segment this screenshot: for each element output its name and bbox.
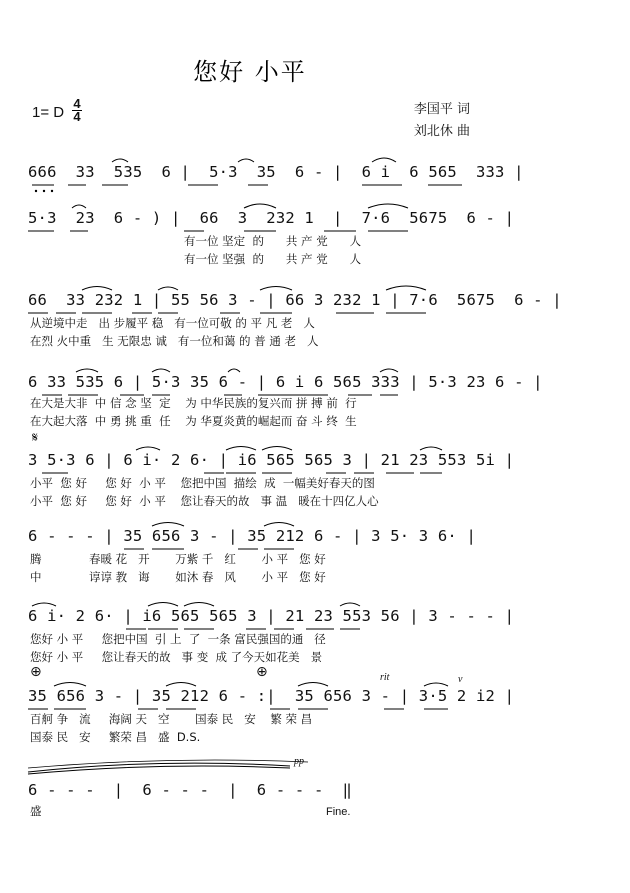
- lyric-verse-2: 在大起大落 中 勇 挑 重 任 为 华夏炎黄的崛起而 奋 斗 终 生: [30, 414, 357, 428]
- lyric-line: 盛: [30, 804, 42, 818]
- coda-sign-second: ⊕: [256, 664, 268, 680]
- song-title: 您好 小平: [193, 58, 307, 86]
- notes-line: 35 656 3 - | 35 212 6 - :| 35 656 3 - | 3·5 2 i2 |: [28, 687, 515, 705]
- lyric-verse-1: 您好 小 平 您把中国 引 上 了 一条 富民强国的通 径: [30, 632, 326, 646]
- composer-credit: 刘北休 曲: [413, 124, 470, 139]
- meter-top: 4: [73, 96, 81, 111]
- notes-line: 666 33 535 6 | 5·3 35 6 - | 6 i 6 565 333 |: [28, 163, 524, 181]
- notes-line: 5·3 23 6 - ) | 66 3 232 1 | 7·6 5675 6 - |: [28, 209, 515, 227]
- lyric-verse-2: 在烈 火中重 生 无限忠 诚 有一位和蔼 的 普 通 老 人: [30, 334, 319, 348]
- notes-line: 6 33 535 6 | 5·3 35 6 - | 6 i 6 565 333 | 5·3 23 6 - |: [28, 373, 543, 391]
- meter-bottom: 4: [73, 109, 81, 124]
- lyric-verse-2: 国泰 民 安 繁荣 昌 盛 D.S.: [30, 730, 201, 744]
- lyric-verse-2: 中 谆谆 教 诲 如沐 春 风 小 平 您 好: [30, 570, 326, 584]
- notes-line: 66 33 232 1 | 55 56 3 - | 66 3 232 1 | 7·6 5675 6 - |: [28, 291, 562, 309]
- lyric-verse-1: 百舸 争 流 海阔 天 空 国泰 民 安 繁 荣 昌: [30, 712, 313, 726]
- lyric-verse-1: 在大是大非 中 信 念 坚 定 为 中华民族的复兴而 拼 搏 前 行: [30, 396, 357, 410]
- lyric-verse-2: 小平 您 好 您 好 小 平 您让春天的故 事 温 暖在十四亿人心: [30, 494, 379, 508]
- lyricist-credit: 李国平 词: [413, 102, 470, 117]
- lyric-verse-2: 有一位 坚强 的 共 产 党 人: [184, 252, 362, 266]
- lyric-verse-1: 腾 春暖 花 开 万紫 千 红 小 平 您 好: [30, 552, 326, 566]
- pianissimo-mark: pp: [294, 756, 304, 767]
- ritardando-mark: rit: [380, 672, 390, 683]
- breath-mark: v: [458, 674, 463, 685]
- notes-line: 6 - - - | 6 - - - | 6 - - - ‖: [28, 781, 353, 799]
- notes-line: 3 5·3 6 | 6 i· 2 6· | i6 565 565 3 | 21 23 553 5i |: [28, 451, 515, 469]
- lyric-verse-1: 有一位 坚定 的 共 产 党 人: [184, 234, 362, 248]
- notes-line: 6 - - - | 35 656 3 - | 35 212 6 - | 3 5· 3 6· |: [28, 527, 476, 545]
- time-signature: [72, 98, 82, 123]
- lyric-verse-1: 小平 您 好 您 好 小 平 您把中国 描绘 成 一幅美好春天的图: [30, 476, 375, 490]
- coda-sign-start: ⊕: [30, 664, 42, 680]
- key-signature: 1= D: [32, 104, 65, 121]
- segno-sign: 𝄋: [32, 430, 39, 446]
- notes-line: 6 i· 2 6· | i6 565 565 3 | 21 23 553 56 | 3 - - - |: [28, 607, 515, 625]
- fine-mark: Fine.: [326, 806, 351, 818]
- lyric-verse-1: 从逆境中走 出 步履平 稳 有一位可敬 的 平 凡 老 人: [30, 316, 315, 330]
- lyric-verse-2: 您好 小 平 您让春天的故 事 变 成 了今天如花美 景: [30, 650, 323, 664]
